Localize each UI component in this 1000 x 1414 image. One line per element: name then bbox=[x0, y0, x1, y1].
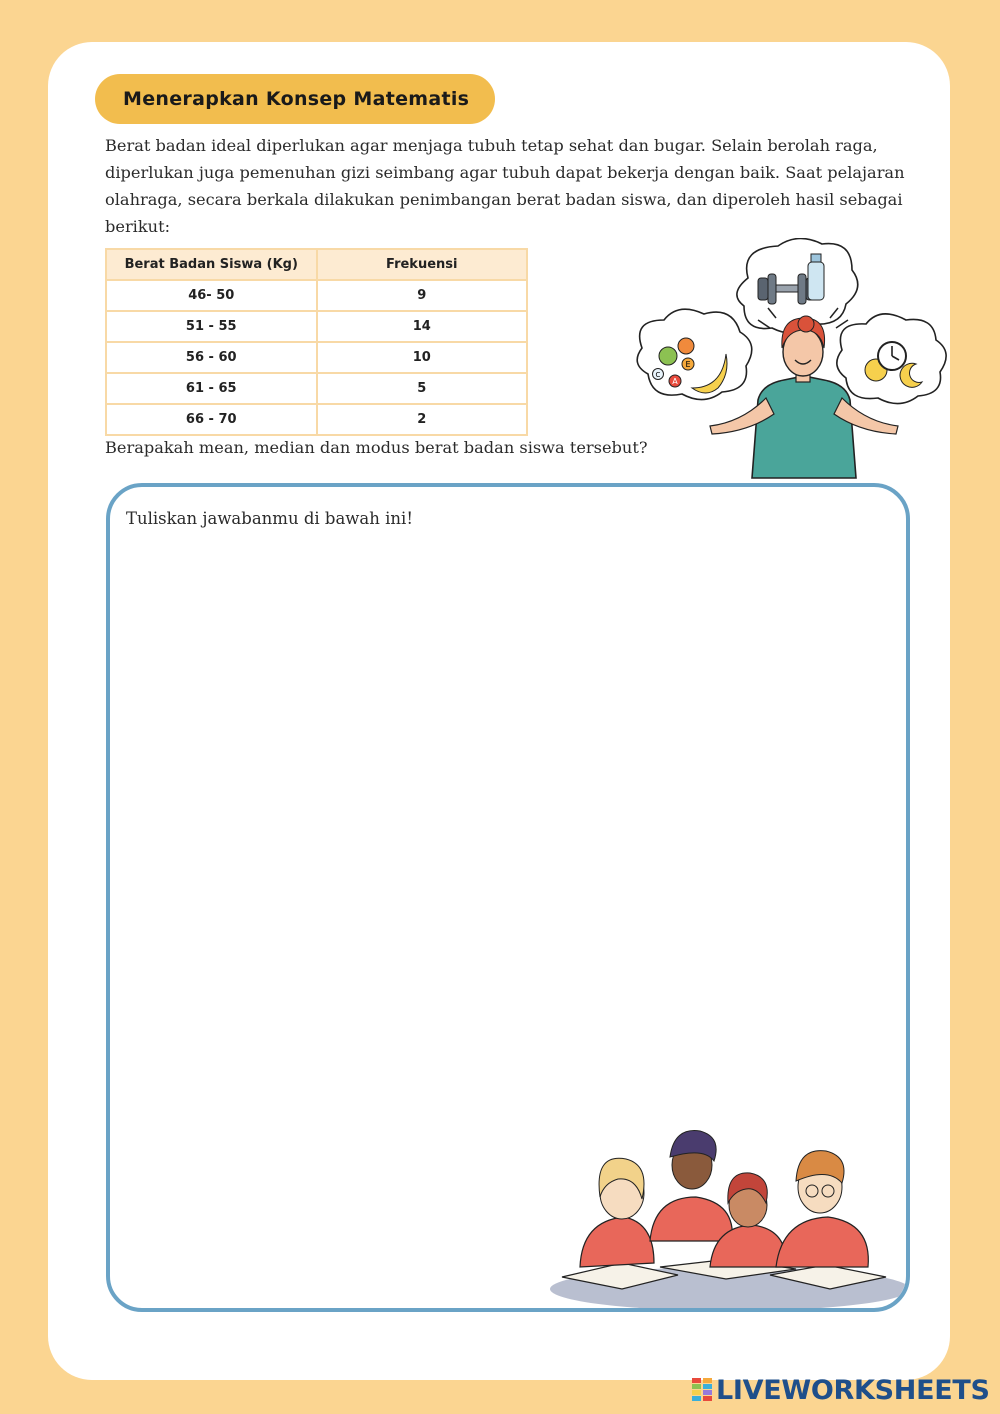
question-text: Berapakah mean, median dan modus berat badan siswa tersebut? bbox=[105, 438, 648, 457]
brand-name: LIVEWORKSHEETS bbox=[716, 1374, 990, 1406]
table-row bbox=[106, 342, 527, 373]
nutrition-thought-bubble bbox=[637, 309, 752, 399]
frequency-cell: 10 bbox=[317, 342, 528, 373]
vitamin-c-label: C bbox=[655, 371, 661, 379]
table-row bbox=[106, 373, 527, 404]
frequency-cell: 9 bbox=[317, 280, 528, 311]
student-boy-glasses bbox=[776, 1151, 868, 1267]
weight-cell: 61 - 65 bbox=[106, 373, 317, 404]
vitamin-e-icon bbox=[682, 358, 694, 370]
answer-prompt: Tuliskan jawabanmu di bawah ini! bbox=[126, 509, 413, 528]
weight-cell: 66 - 70 bbox=[106, 404, 317, 435]
table-row bbox=[106, 311, 527, 342]
students-studying-illustration bbox=[540, 1117, 910, 1312]
student-boy-dark-hair bbox=[650, 1131, 732, 1241]
table-row bbox=[106, 280, 527, 311]
answer-area[interactable] bbox=[106, 483, 910, 1312]
frequency-table bbox=[105, 248, 528, 436]
apple-icon bbox=[659, 347, 677, 365]
vitamin-a-label: A bbox=[672, 377, 678, 386]
rest-thought-bubble bbox=[837, 314, 946, 404]
weight-cell: 46- 50 bbox=[106, 280, 317, 311]
weight-cell: 56 - 60 bbox=[106, 342, 317, 373]
frequency-cell: 5 bbox=[317, 373, 528, 404]
table-header-row bbox=[106, 249, 527, 280]
orange-icon bbox=[678, 338, 694, 354]
section-title: Menerapkan Konsep Matematis bbox=[123, 88, 470, 110]
header-weight: Berat Badan Siswa (Kg) bbox=[106, 249, 317, 280]
table-row bbox=[106, 404, 527, 435]
frequency-cell: 2 bbox=[317, 404, 528, 435]
liveworksheets-logo-icon bbox=[692, 1378, 712, 1402]
vitamin-a-icon bbox=[669, 375, 681, 387]
header-frequency: Frekuensi bbox=[317, 249, 528, 280]
vitamin-e-label: E bbox=[685, 360, 691, 369]
frequency-cell: 14 bbox=[317, 311, 528, 342]
weight-cell: 51 - 55 bbox=[106, 311, 317, 342]
liveworksheets-brand bbox=[692, 1374, 990, 1406]
section-title-pill bbox=[95, 74, 495, 124]
student-blonde-girl bbox=[580, 1158, 654, 1267]
intro-paragraph: Berat badan ideal diperlukan agar menjaga tubuh tetap sehat dan bugar. Selain berolah raga, diperlukan juga pemenuhan gizi seimbang agar tubuh dapat bekerja dengan baik. Saat pelajaran olahraga, secara berkala dilakukan penimbangan berat badan siswa, dan diperoleh hasil sebagai berikut: bbox=[105, 136, 905, 236]
vitamin-c-icon bbox=[653, 369, 664, 380]
